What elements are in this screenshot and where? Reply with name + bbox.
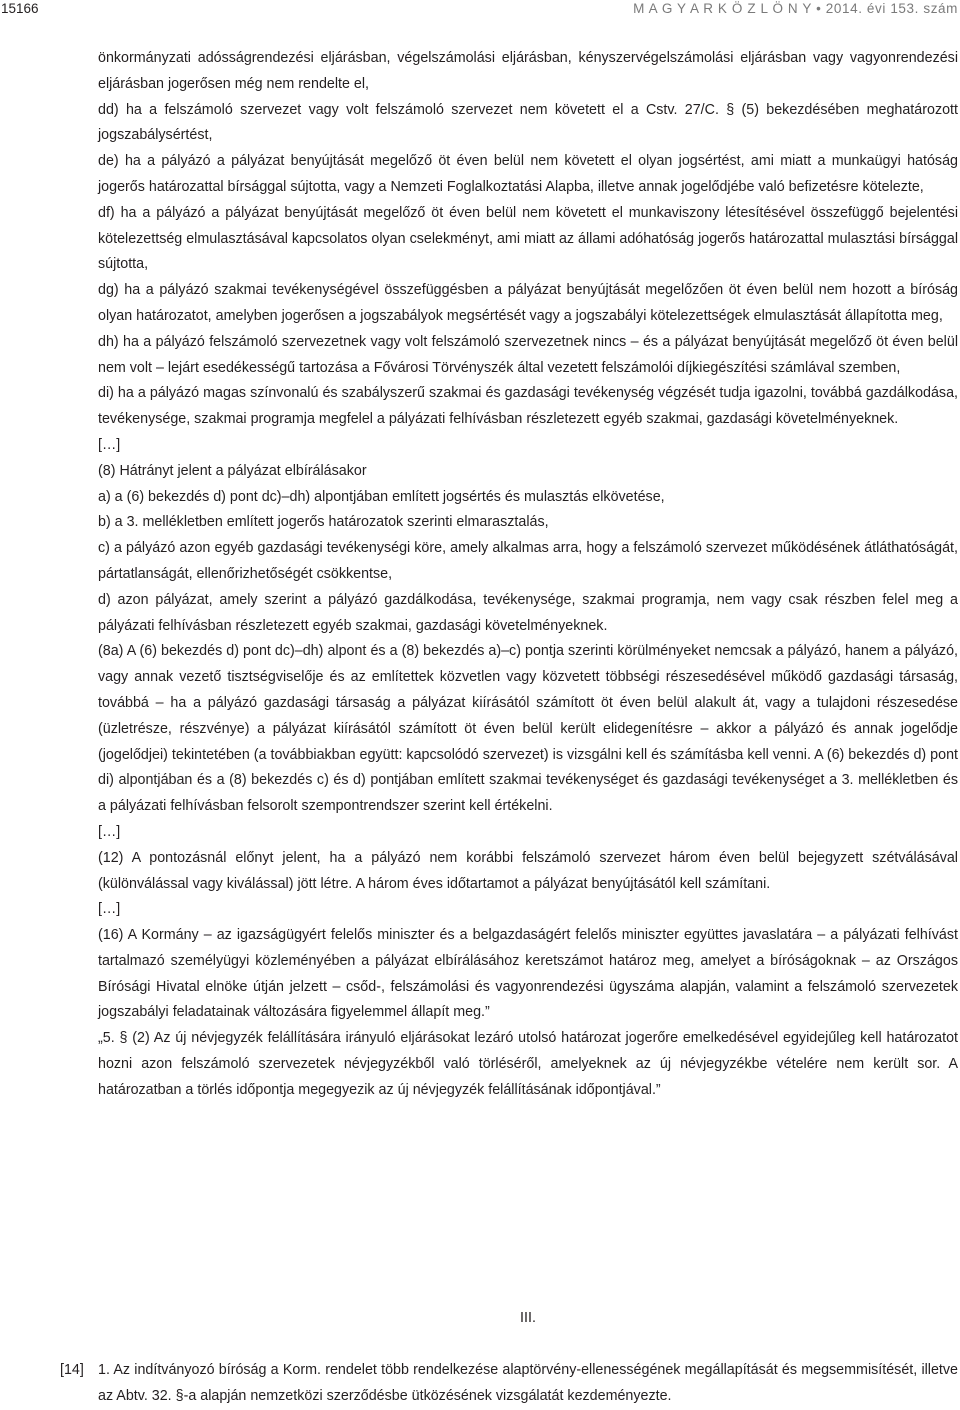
paragraph-text: 1. Az indítványozó bíróság a Korm. rendelet több rendelkezése alaptörvény-ellenességének megállapítását és megsemmisítését, illetve az Abtv. 32. §-a alapján nemzetközi szerződésbe ütközésének vizsgálatát kezdeményezte.: [98, 1362, 958, 1404]
paragraph-continuation: önkormányzati adósságrendezési eljárásban, végelszámolási eljárásban, kényszervégelszámolási eljárásban vagy vagyonrendezési eljárásban jogerősen még nem rendelte el,: [98, 50, 958, 92]
paragraph-section-5: „5. § (2) Az új névjegyzék felállítására irányuló eljárásokat lezáró utolsó határozat jogerőre emelkedésével egyidejűleg kell határozatot hozni azon felszámoló szervezetek névjegyzékből való törléséről, amelyeknek az új névjegyzékbe vételére nem került sor. A határozatban a törlés időpontja megegyezik az új névjegyzék felállításának időpontjával.”: [98, 1030, 958, 1098]
page-header: [0, 0, 960, 18]
paragraph-12: (12) A pontozásnál előnyt jelent, ha a pályázó nem korábbi felszámoló szervezet három éven belül bejegyzett szétválásával (különválással vagy kiválással) jött létre. A három éves időtartamot a pályázat benyújtásától kell számítani.: [98, 849, 958, 892]
paragraph-de: de) ha a pályázó a pályázat benyújtását megelőző öt éven belül nem követett el olyan jogsértést, ami miatt a munkaügyi hatóság jogerős határozattal bírsággal sújtotta, vagy a Nemzeti Foglalkoztatási Alapba, illetve annak jogelődjébe való befizetésre kötelezte,: [98, 153, 958, 195]
paragraph-marker: [14]: [60, 1362, 84, 1378]
paragraph-8b-item: b) a 3. mellékletben említett jogerős határozatok szerinti elmarasztalás,: [98, 514, 549, 531]
paragraph-8a-item: a) a (6) bekezdés d) pont dc)–dh) alpontjában említett jogsértés és mulasztás elkövetése,: [98, 488, 665, 505]
paragraph-16: (16) A Kormány – az igazságügyért felelős miniszter és a belgazdaságért felelős miniszter együttes javaslatára – a pályázati felhívást tartalmazó személyügyi közleményében a pályázat elbírálásához keretszámot határoz meg, amelyet a bíróságoknak – az Országos Bírósági Hivatal elnöke útján jelzett – csőd-, felszámolási és vagyonrendezési ügyszáma alapján, valamint a felszámoló szervezetek jogszabályi feladatainak változására figyelemmel állapít meg.”: [98, 927, 958, 1021]
paragraph-dh: dh) ha a pályázó felszámoló szervezetnek vagy volt felszámoló szervezetnek nincs – és a pályázat benyújtását megelőző öt éven belül nem volt – lejárt esedékességű tartozása a Fővárosi Törvényszék által vezetett felszámolói díjkiegészítési számlával szemben,: [98, 333, 958, 376]
paragraph-8: (8) Hátrányt jelent a pályázat elbírálásakor: [98, 462, 367, 479]
page-number: 15166: [1, 1, 39, 16]
paragraph-8d-item: d) azon pályázat, amely szerint a pályázó gazdálkodása, tevékenysége, szakmai programja, nem vagy csak részben felel meg a pályázati felhívásban részletezett egyéb szakmai, gazdasági követelményeknek.: [98, 591, 958, 634]
paragraph-di: di) ha a pályázó magas színvonalú és szabályszerű szakmai és gazdasági tevékenység végzését tudja igazolni, továbbá gazdálkodása, tevékenysége, szakmai programja megfelel a pályázati felhívásban részletezett egyéb szakmai, gazdasági követelményeknek.: [98, 385, 958, 428]
paragraph-dg: dg) ha a pályázó szakmai tevékenységével összefüggésben a pályázat benyújtását megelőzően öt éven belül nem hozott a bíróság olyan határozatot, amelyben jogerősen a jogszabályok megsértését vagy a jogszabályi kötelezettségek elmulasztását állapította meg,: [98, 282, 958, 324]
document-body: [98, 46, 958, 1104]
running-head: M A G Y A R K Ö Z L Ö N Y • 2014. évi 153. szám: [633, 1, 958, 16]
ellipsis-marker: […]: [98, 436, 121, 453]
paragraph-dd: dd) ha a felszámoló szervezet vagy volt felszámoló szervezet nem követett el a Cstv. 27/C. § (5) bekezdésében meghatározott jogszabálysértést,: [98, 101, 958, 144]
paragraph-8c-item: c) a pályázó azon egyéb gazdasági tevékenységi köre, amely alkalmas arra, hogy a felszámoló szervezet működésének átláthatóságát, pártatlanságát, ellenőrizhetőségét csökkentse,: [98, 540, 958, 582]
ellipsis-marker: […]: [98, 823, 121, 840]
paragraph-df: df) ha a pályázó a pályázat benyújtását megelőző öt éven belül nem követett el munkaviszony létesítésével összefüggő bejelentési kötelezettség elmulasztásával kapcsolatos olyan cselekményt, ami miatt az állami adóhatóság jogerős határozattal mulasztási bírsággal sújtotta,: [98, 204, 958, 273]
ellipsis-marker: […]: [98, 901, 121, 918]
section-heading: III.: [520, 1310, 536, 1326]
paragraph-8a: (8a) A (6) bekezdés d) pont dc)–dh) alpont és a (8) bekezdés a)–c) pontja szerinti körülményeket nemcsak a pályázó, hanem a pályázó, vagy annak vezető tisztségviselője és az említettek közvetlen vagy közvetett többségi részesedésével működő gazdasági társaság, továbbá – ha a pályázó gazdasági társaság a pályázat kiírásától számított öt éven belül alakult át, vagy a tulajdoni részesedése (üzletrésze, részvénye) a pályázat kiírásától számított öt éven belül került elidegenítésre – akkor a pályázó és annak jogelődje (jogelődjei) tekintetében (a továbbiakban együtt: kapcsolódó szervezet) is vizsgálni kell és számításba kell venni. A (6) bekezdés d) pont di) alpontjában és a (8) bekezdés c) és d) pontjában említett szakmai tevékenységet és gazdasági tevékenységet a 3. mellékletben és a pályázati felhívásban felsorolt szempontrendszer szerint kell értékelni.: [98, 643, 958, 815]
